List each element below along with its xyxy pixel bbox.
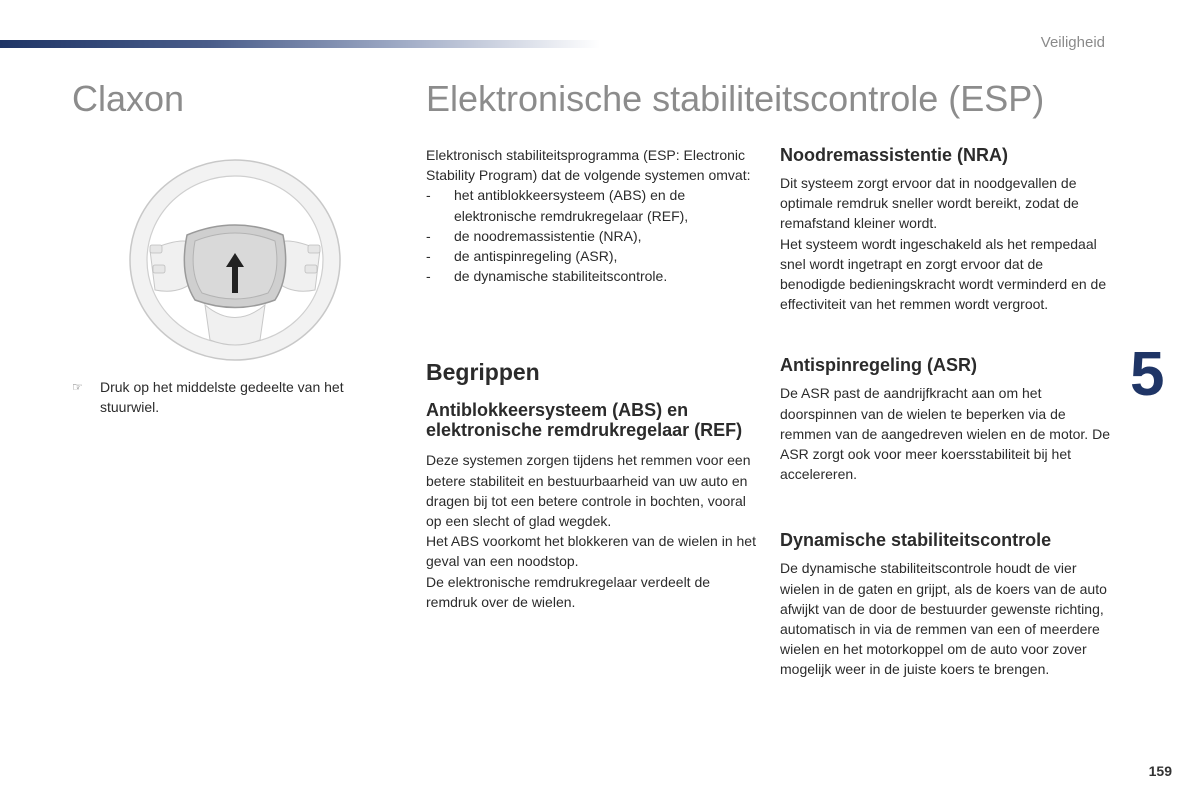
list-item (426, 226, 756, 246)
steering-wheel-illustration (125, 155, 345, 365)
list-item (426, 246, 756, 266)
nra-paragraph-1: Dit systeem zorgt ervoor dat in noodgevallen de optimale remdruk sneller wordt bereikt, zodat de remafstand kleiner wordt. (780, 175, 1079, 232)
esp-systems-list (426, 185, 756, 286)
dsc-heading: Dynamische stabiliteitscontrole (780, 530, 1052, 551)
right-column (780, 145, 1110, 680)
list-marker: - (426, 248, 431, 265)
claxon-title: Claxon (72, 78, 185, 119)
pointing-finger-icon: ☞ (72, 380, 83, 394)
list-marker: - (426, 268, 431, 285)
esp-intro: Elektronisch stabiliteitsprogramma (ESP: Electronic Stability Program) dat de volgende systemen omvat: (426, 147, 751, 184)
nra-heading: Noodremassistentie (NRA) (780, 145, 1009, 165)
header-color-bar (0, 40, 600, 48)
abs-paragraph-2: Het ABS voorkomt het blokkeren van de wielen in het geval van een noodstop. (426, 533, 756, 570)
page-number: 159 (1148, 763, 1172, 779)
esp-title: Elektronische stabiliteitscontrole (ESP) (426, 78, 1045, 119)
claxon-instruction-text: Druk op het middelste gedeelte van het stuurwiel. (100, 379, 344, 415)
claxon-instruction (72, 377, 382, 417)
abs-paragraph-3: De elektronische remdrukregelaar verdeelt de remdruk over de wielen. (426, 573, 711, 610)
esp-column (426, 145, 756, 612)
abs-paragraph-1: Deze systemen zorgen tijdens het remmen voor een betere stabiliteit en bestuurbaarheid van uw auto en dragen bij tot een betere controle in bochten, vooral op een slecht of glad wegdek. (426, 452, 751, 530)
nra-paragraph-2: Het systeem wordt ingeschakeld als het rempedaal snel wordt ingetrapt en zorgt ervoor dat de benodigde bedieningskracht wordt verminderd en de effectiviteit van het remmen wordt vergroot. (780, 235, 1107, 313)
dsc-paragraph: De dynamische stabiliteitscontrole houdt de vier wielen in de gaten en grijpt, als de koers van de auto afwijkt van de door de bestuurder gewenste richting, automatisch in via de remmen van een of meerdere wielen en het motorkoppel om de auto voor zover mogelijk weer in de juiste koers te brengen. (780, 560, 1107, 678)
list-marker: - (426, 227, 431, 244)
list-item-text: het antiblokkeersysteem (ABS) en de elektronische remdrukregelaar (REF), (454, 187, 689, 224)
steering-wheel-icon (125, 155, 345, 365)
list-item (426, 266, 756, 286)
asr-paragraph: De ASR past de aandrijfkracht aan om het doorspinnen van de wielen te beperken via de remmen van de aangedreven wielen en de motor. De ASR zorgt ook voor meer koersstabiliteit bij het accelereren. (780, 385, 1110, 483)
list-marker: - (426, 187, 431, 204)
begrippen-heading: Begrippen (426, 359, 540, 386)
abs-heading: Antiblokkeersysteem (ABS) en elektronische remdrukregelaar (REF) (426, 400, 743, 441)
list-item (426, 185, 756, 225)
section-name: Veiligheid (1040, 34, 1105, 51)
list-item-text: de dynamische stabiliteitscontrole. (454, 268, 668, 285)
list-item-text: de noodremassistentie (NRA), (454, 227, 642, 244)
list-item-text: de antispinregeling (ASR), (454, 248, 618, 265)
chapter-number: 5 (1130, 340, 1165, 409)
asr-heading: Antispinregeling (ASR) (780, 355, 977, 376)
